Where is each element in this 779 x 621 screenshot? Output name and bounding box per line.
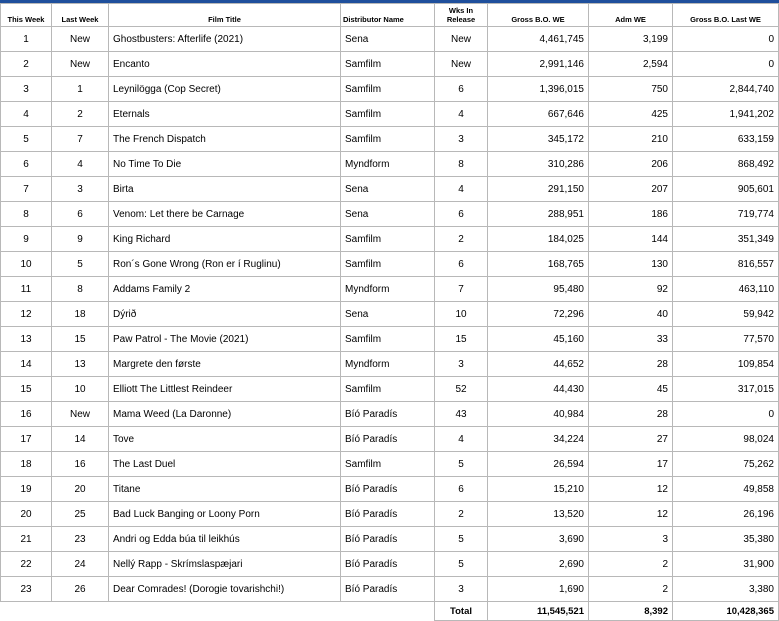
- cell-film-title: Birta: [109, 177, 341, 202]
- cell-distributor: Bíó Paradís: [341, 502, 435, 527]
- cell-film-title: No Time To Die: [109, 152, 341, 177]
- cell-wks-in-release: 6: [435, 477, 488, 502]
- cell-wks-in-release: 2: [435, 502, 488, 527]
- cell-this-week: 17: [1, 427, 52, 452]
- cell-film-title: Leynilögga (Cop Secret): [109, 77, 341, 102]
- cell-gross-we: 40,984: [488, 402, 589, 427]
- cell-film-title: Eternals: [109, 102, 341, 127]
- cell-gross-last-we: 868,492: [673, 152, 779, 177]
- cell-wks-in-release: 43: [435, 402, 488, 427]
- table-row: [1, 577, 779, 602]
- cell-distributor: Myndform: [341, 277, 435, 302]
- cell-gross-last-we: 35,380: [673, 527, 779, 552]
- cell-last-week: 6: [52, 202, 109, 227]
- cell-this-week: 18: [1, 452, 52, 477]
- table-row: [1, 527, 779, 552]
- cell-adm-we: 206: [589, 152, 673, 177]
- cell-gross-we: 44,652: [488, 352, 589, 377]
- cell-last-week: 20: [52, 477, 109, 502]
- cell-wks-in-release: New: [435, 52, 488, 77]
- cell-film-title: Venom: Let there be Carnage: [109, 202, 341, 227]
- cell-this-week: 14: [1, 352, 52, 377]
- cell-this-week: 7: [1, 177, 52, 202]
- cell-gross-we: 2,690: [488, 552, 589, 577]
- cell-film-title: Andri og Edda búa til leikhús: [109, 527, 341, 552]
- cell-adm-we: 144: [589, 227, 673, 252]
- cell-distributor: Myndform: [341, 352, 435, 377]
- cell-film-title: Dýrið: [109, 302, 341, 327]
- cell-wks-in-release: New: [435, 27, 488, 52]
- table-row: [1, 152, 779, 177]
- cell-wks-in-release: 6: [435, 202, 488, 227]
- cell-film-title: Ron´s Gone Wrong (Ron er í Ruglinu): [109, 252, 341, 277]
- cell-this-week: 12: [1, 302, 52, 327]
- cell-this-week: 6: [1, 152, 52, 177]
- table-row: [1, 252, 779, 277]
- cell-this-week: 19: [1, 477, 52, 502]
- cell-wks-in-release: 4: [435, 427, 488, 452]
- cell-last-week: 1: [52, 77, 109, 102]
- cell-last-week: 10: [52, 377, 109, 402]
- totals-spacer: [341, 602, 435, 621]
- cell-gross-last-we: 75,262: [673, 452, 779, 477]
- table-row: [1, 452, 779, 477]
- cell-distributor: Bíó Paradís: [341, 552, 435, 577]
- cell-distributor: Samfilm: [341, 102, 435, 127]
- table-row: [1, 427, 779, 452]
- table-row: [1, 177, 779, 202]
- header-gross-we: Gross B.O. WE: [488, 4, 589, 27]
- cell-last-week: 5: [52, 252, 109, 277]
- cell-wks-in-release: 10: [435, 302, 488, 327]
- cell-this-week: 9: [1, 227, 52, 252]
- cell-adm-we: 45: [589, 377, 673, 402]
- totals-spacer: [52, 602, 109, 621]
- table-row: [1, 552, 779, 577]
- cell-adm-we: 2: [589, 552, 673, 577]
- header-wks-in-release: Wks In Release: [435, 4, 488, 27]
- cell-wks-in-release: 52: [435, 377, 488, 402]
- cell-adm-we: 27: [589, 427, 673, 452]
- table-row: [1, 102, 779, 127]
- cell-gross-we: 4,461,745: [488, 27, 589, 52]
- cell-distributor: Samfilm: [341, 377, 435, 402]
- cell-distributor: Samfilm: [341, 227, 435, 252]
- cell-distributor: Bíó Paradís: [341, 427, 435, 452]
- cell-film-title: Nellý Rapp - Skrímslaspæjari: [109, 552, 341, 577]
- cell-last-week: 24: [52, 552, 109, 577]
- table-header: [1, 4, 779, 27]
- header-gross-last-we: Gross B.O. Last WE: [673, 4, 779, 27]
- cell-gross-last-we: 0: [673, 27, 779, 52]
- table-row: [1, 52, 779, 77]
- cell-this-week: 23: [1, 577, 52, 602]
- table-row: [1, 502, 779, 527]
- cell-wks-in-release: 5: [435, 552, 488, 577]
- header-this-week: This Week: [1, 4, 52, 27]
- cell-this-week: 20: [1, 502, 52, 527]
- cell-film-title: Addams Family 2: [109, 277, 341, 302]
- cell-gross-last-we: 59,942: [673, 302, 779, 327]
- cell-gross-last-we: 905,601: [673, 177, 779, 202]
- cell-film-title: The Last Duel: [109, 452, 341, 477]
- cell-gross-we: 1,690: [488, 577, 589, 602]
- table-row: [1, 352, 779, 377]
- cell-this-week: 3: [1, 77, 52, 102]
- cell-distributor: Bíó Paradís: [341, 477, 435, 502]
- cell-last-week: 13: [52, 352, 109, 377]
- cell-distributor: Bíó Paradís: [341, 527, 435, 552]
- cell-this-week: 1: [1, 27, 52, 52]
- cell-gross-we: 26,594: [488, 452, 589, 477]
- cell-this-week: 21: [1, 527, 52, 552]
- cell-wks-in-release: 5: [435, 527, 488, 552]
- cell-last-week: New: [52, 52, 109, 77]
- cell-gross-we: 345,172: [488, 127, 589, 152]
- cell-distributor: Samfilm: [341, 252, 435, 277]
- cell-distributor: Sena: [341, 27, 435, 52]
- cell-gross-last-we: 49,858: [673, 477, 779, 502]
- table-row: [1, 402, 779, 427]
- cell-gross-we: 3,690: [488, 527, 589, 552]
- cell-gross-last-we: 2,844,740: [673, 77, 779, 102]
- cell-film-title: Margrete den første: [109, 352, 341, 377]
- cell-film-title: Encanto: [109, 52, 341, 77]
- cell-distributor: Bíó Paradís: [341, 577, 435, 602]
- cell-this-week: 22: [1, 552, 52, 577]
- cell-adm-we: 2: [589, 577, 673, 602]
- table-row: [1, 377, 779, 402]
- cell-gross-last-we: 816,557: [673, 252, 779, 277]
- cell-gross-we: 288,951: [488, 202, 589, 227]
- cell-wks-in-release: 4: [435, 102, 488, 127]
- cell-distributor: Samfilm: [341, 327, 435, 352]
- cell-last-week: 8: [52, 277, 109, 302]
- cell-distributor: Sena: [341, 302, 435, 327]
- cell-this-week: 11: [1, 277, 52, 302]
- cell-adm-we: 28: [589, 352, 673, 377]
- totals-row: [1, 602, 779, 621]
- cell-distributor: Samfilm: [341, 52, 435, 77]
- cell-gross-we: 34,224: [488, 427, 589, 452]
- cell-last-week: 16: [52, 452, 109, 477]
- cell-this-week: 8: [1, 202, 52, 227]
- cell-last-week: 26: [52, 577, 109, 602]
- cell-gross-last-we: 633,159: [673, 127, 779, 152]
- cell-film-title: Paw Patrol - The Movie (2021): [109, 327, 341, 352]
- table-row: [1, 327, 779, 352]
- table-row: [1, 202, 779, 227]
- cell-adm-we: 207: [589, 177, 673, 202]
- cell-last-week: 4: [52, 152, 109, 177]
- cell-gross-we: 95,480: [488, 277, 589, 302]
- cell-gross-we: 13,520: [488, 502, 589, 527]
- cell-gross-we: 168,765: [488, 252, 589, 277]
- cell-distributor: Myndform: [341, 152, 435, 177]
- totals-label: Total: [435, 602, 488, 621]
- table-row: [1, 227, 779, 252]
- cell-adm-we: 33: [589, 327, 673, 352]
- cell-wks-in-release: 2: [435, 227, 488, 252]
- totals-adm: 8,392: [589, 602, 673, 621]
- cell-adm-we: 28: [589, 402, 673, 427]
- header-film-title: Film Title: [109, 4, 341, 27]
- cell-adm-we: 186: [589, 202, 673, 227]
- table-body: [1, 27, 779, 602]
- cell-gross-last-we: 98,024: [673, 427, 779, 452]
- cell-adm-we: 40: [589, 302, 673, 327]
- cell-this-week: 10: [1, 252, 52, 277]
- cell-gross-we: 44,430: [488, 377, 589, 402]
- cell-adm-we: 3: [589, 527, 673, 552]
- cell-gross-last-we: 351,349: [673, 227, 779, 252]
- cell-film-title: Mama Weed (La Daronne): [109, 402, 341, 427]
- header-last-week: Last Week: [52, 4, 109, 27]
- cell-gross-we: 45,160: [488, 327, 589, 352]
- cell-gross-last-we: 3,380: [673, 577, 779, 602]
- cell-gross-we: 15,210: [488, 477, 589, 502]
- cell-gross-last-we: 0: [673, 402, 779, 427]
- cell-wks-in-release: 4: [435, 177, 488, 202]
- cell-gross-we: 310,286: [488, 152, 589, 177]
- cell-wks-in-release: 6: [435, 77, 488, 102]
- cell-last-week: 9: [52, 227, 109, 252]
- cell-gross-we: 72,296: [488, 302, 589, 327]
- cell-adm-we: 2,594: [589, 52, 673, 77]
- cell-distributor: Sena: [341, 202, 435, 227]
- cell-last-week: 7: [52, 127, 109, 152]
- cell-this-week: 15: [1, 377, 52, 402]
- cell-this-week: 2: [1, 52, 52, 77]
- cell-wks-in-release: 3: [435, 352, 488, 377]
- cell-adm-we: 17: [589, 452, 673, 477]
- table-row: [1, 277, 779, 302]
- cell-wks-in-release: 3: [435, 127, 488, 152]
- cell-gross-we: 1,396,015: [488, 77, 589, 102]
- table-row: [1, 302, 779, 327]
- totals-gross: 11,545,521: [488, 602, 589, 621]
- cell-film-title: Titane: [109, 477, 341, 502]
- cell-film-title: Dear Comrades! (Dorogie tovarishchi!): [109, 577, 341, 602]
- header-row: [1, 4, 779, 27]
- cell-last-week: 18: [52, 302, 109, 327]
- cell-distributor: Sena: [341, 177, 435, 202]
- cell-wks-in-release: 5: [435, 452, 488, 477]
- cell-gross-we: 291,150: [488, 177, 589, 202]
- cell-wks-in-release: 15: [435, 327, 488, 352]
- cell-wks-in-release: 6: [435, 252, 488, 277]
- cell-film-title: Ghostbusters: Afterlife (2021): [109, 27, 341, 52]
- cell-gross-last-we: 1,941,202: [673, 102, 779, 127]
- cell-wks-in-release: 3: [435, 577, 488, 602]
- cell-last-week: 25: [52, 502, 109, 527]
- cell-gross-last-we: 77,570: [673, 327, 779, 352]
- cell-distributor: Samfilm: [341, 77, 435, 102]
- cell-film-title: Elliott The Littlest Reindeer: [109, 377, 341, 402]
- cell-gross-last-we: 31,900: [673, 552, 779, 577]
- box-office-table: [0, 3, 779, 621]
- cell-last-week: 23: [52, 527, 109, 552]
- cell-gross-last-we: 719,774: [673, 202, 779, 227]
- cell-last-week: 3: [52, 177, 109, 202]
- cell-film-title: Tove: [109, 427, 341, 452]
- cell-gross-we: 667,646: [488, 102, 589, 127]
- totals-gross-last: 10,428,365: [673, 602, 779, 621]
- cell-this-week: 4: [1, 102, 52, 127]
- totals-spacer: [1, 602, 52, 621]
- cell-this-week: 13: [1, 327, 52, 352]
- header-distributor: Distributor Name: [341, 4, 435, 27]
- cell-wks-in-release: 8: [435, 152, 488, 177]
- cell-gross-we: 2,991,146: [488, 52, 589, 77]
- cell-adm-we: 130: [589, 252, 673, 277]
- cell-gross-last-we: 109,854: [673, 352, 779, 377]
- table-footer: [1, 602, 779, 621]
- cell-last-week: New: [52, 27, 109, 52]
- cell-gross-last-we: 317,015: [673, 377, 779, 402]
- cell-distributor: Samfilm: [341, 127, 435, 152]
- cell-adm-we: 210: [589, 127, 673, 152]
- cell-last-week: 14: [52, 427, 109, 452]
- cell-film-title: Bad Luck Banging or Loony Porn: [109, 502, 341, 527]
- cell-adm-we: 425: [589, 102, 673, 127]
- cell-adm-we: 750: [589, 77, 673, 102]
- cell-adm-we: 12: [589, 477, 673, 502]
- cell-this-week: 16: [1, 402, 52, 427]
- cell-distributor: Samfilm: [341, 452, 435, 477]
- cell-gross-last-we: 0: [673, 52, 779, 77]
- cell-this-week: 5: [1, 127, 52, 152]
- table-row: [1, 27, 779, 52]
- table-row: [1, 77, 779, 102]
- cell-last-week: 15: [52, 327, 109, 352]
- cell-distributor: Bíó Paradís: [341, 402, 435, 427]
- cell-adm-we: 92: [589, 277, 673, 302]
- cell-gross-last-we: 26,196: [673, 502, 779, 527]
- cell-adm-we: 12: [589, 502, 673, 527]
- cell-adm-we: 3,199: [589, 27, 673, 52]
- header-adm-we: Adm WE: [589, 4, 673, 27]
- cell-wks-in-release: 7: [435, 277, 488, 302]
- cell-film-title: King Richard: [109, 227, 341, 252]
- totals-spacer: [109, 602, 341, 621]
- cell-film-title: The French Dispatch: [109, 127, 341, 152]
- table-row: [1, 127, 779, 152]
- cell-gross-last-we: 463,110: [673, 277, 779, 302]
- cell-last-week: New: [52, 402, 109, 427]
- cell-gross-we: 184,025: [488, 227, 589, 252]
- cell-last-week: 2: [52, 102, 109, 127]
- table-row: [1, 477, 779, 502]
